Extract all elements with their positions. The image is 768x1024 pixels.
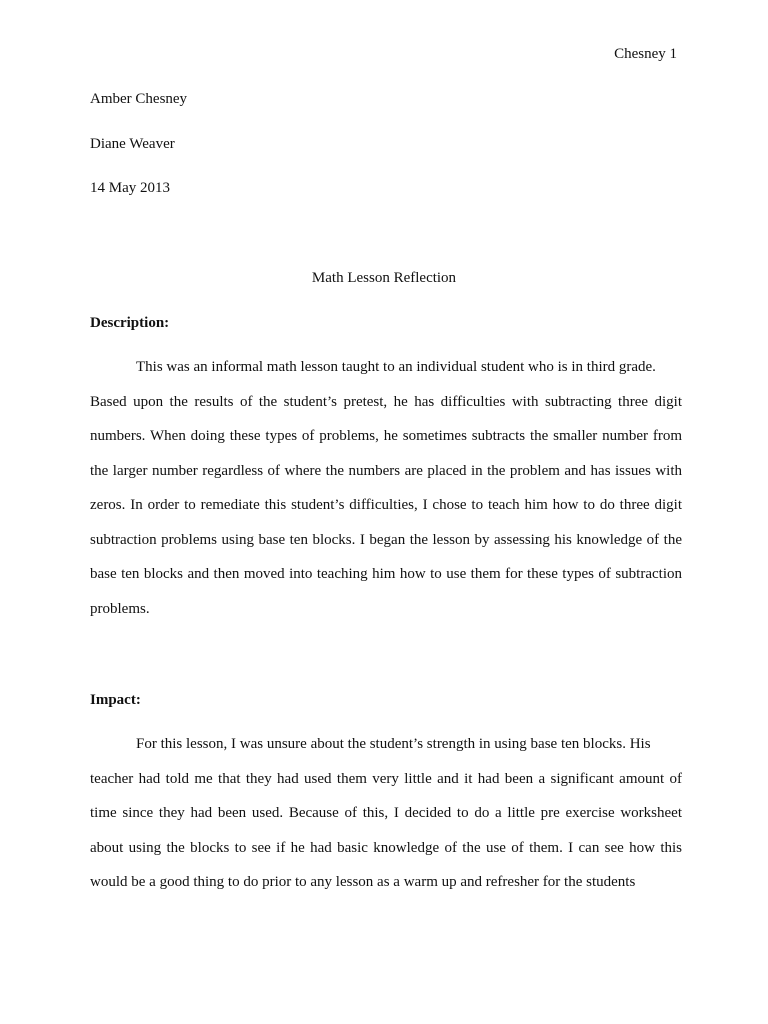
document-date: 14 May 2013: [90, 180, 170, 196]
paragraph-line: problems.: [90, 600, 150, 617]
paragraph-line: For this lesson, I was unsure about the student’s strength in using base ten blocks. His: [136, 736, 651, 752]
author-name: Amber Chesney: [90, 91, 188, 107]
running-head: Chesney 1: [614, 46, 677, 62]
paragraph-line: about using the blocks to see if he had basic knowledge of the use of them. I can see how this: [90, 839, 682, 856]
paragraph-line: zeros. In order to remediate this student’s difficulties, I chose to teach him how to do three digit: [90, 497, 682, 513]
paragraph-line: the larger number regardless of where the numbers are placed in the problem and has issues with: [90, 462, 682, 479]
description-paragraph: [90, 350, 682, 626]
impact-heading: Impact:: [90, 692, 141, 708]
document-title: Math Lesson Reflection: [311, 270, 457, 286]
description-heading: Description:: [90, 315, 170, 331]
paragraph-line: teacher had told me that they had used them very little and it had been a significant amount of: [90, 770, 682, 787]
paragraph-line: This was an informal math lesson taught to an individual student who is in third grade.: [136, 359, 656, 375]
paragraph-line: subtraction problems using base ten blocks. I began the lesson by assessing his knowledge of the: [90, 531, 682, 548]
paragraph-line: would be a good thing to do prior to any lesson as a warm up and refresher for the students: [90, 874, 636, 890]
paragraph-line: base ten blocks and then moved into teaching him how to use them for these types of subtraction: [90, 566, 682, 582]
paragraph-line: numbers. When doing these types of problems, he sometimes subtracts the smaller number from: [90, 428, 682, 444]
paragraph-line: Based upon the results of the student’s pretest, he has difficulties with subtracting three digit: [90, 393, 682, 410]
impact-paragraph: [90, 727, 682, 900]
instructor-name: Diane Weaver: [90, 136, 175, 152]
paragraph-line: time since they had been used. Because of this, I decided to do a little pre exercise worksheet: [90, 805, 682, 821]
